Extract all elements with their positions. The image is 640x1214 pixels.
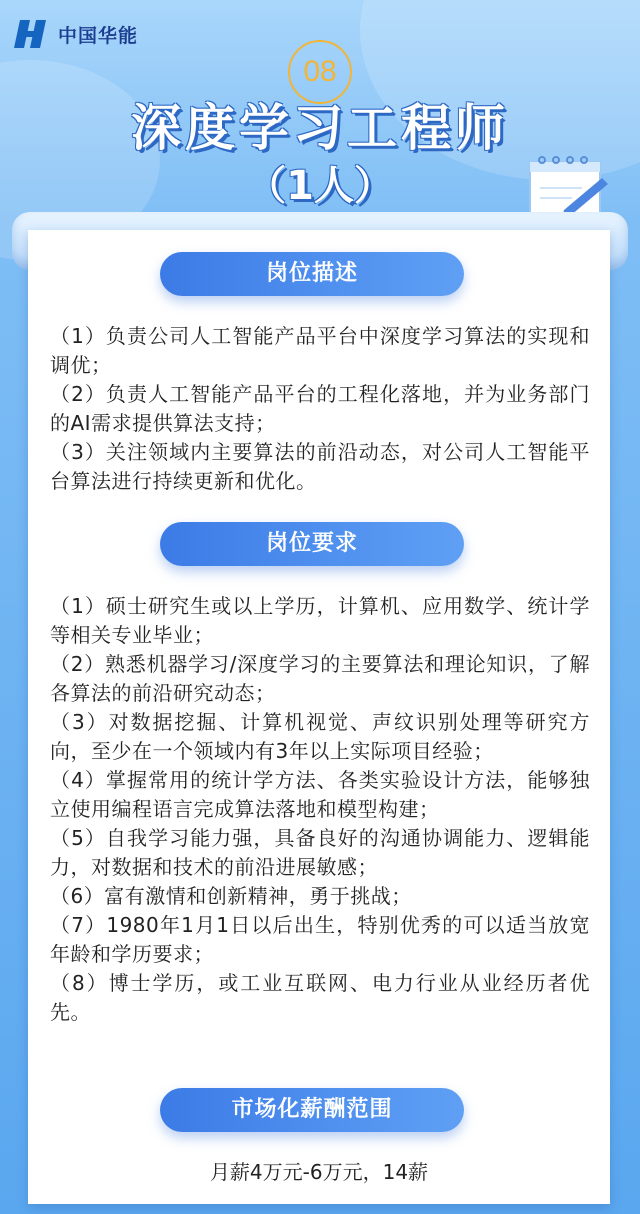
huaneng-logo-icon [14, 18, 50, 50]
list-item: （6）富有激情和创新精神，勇于挑战； [50, 884, 412, 908]
list-item: （8）博士学历，或工业互联网、电力行业从业经历者优先。 [50, 971, 590, 1024]
brand-name: 中国华能 [58, 24, 139, 47]
list-item: （2）负责人工智能产品平台的工程化落地，并为业务部门的AI需求提供算法支持； [50, 382, 590, 435]
salary-text: 月薪4万元-6万元，14薪 [209, 1160, 429, 1184]
list-item: （3）对数据挖掘、计算机视觉、声纹识别处理等研究方向，至少在一个领域内有3年以上实际项目经验； [50, 710, 590, 763]
job-card [28, 230, 610, 1204]
page-title: 深度学习工程师 [131, 99, 509, 157]
brand-logo [14, 18, 138, 50]
description-list [50, 322, 590, 496]
requirements-list [50, 592, 590, 1027]
position-number: 08 [288, 40, 352, 104]
section-heading-requirements: 岗位要求 [160, 522, 464, 566]
section-heading-salary: 市场化薪酬范围 [160, 1088, 464, 1132]
list-item: （4）掌握常用的统计学方法、各类实验设计方法，能够独立使用编程语言完成算法落地和模型构建； [50, 768, 590, 821]
list-item: （5）自我学习能力强，具备良好的沟通协调能力、逻辑能力，对数据和技术的前沿进展敏感； [50, 826, 590, 879]
list-item: （3）关注领域内主要算法的前沿动态，对公司人工智能平台算法进行持续更新和优化。 [50, 440, 590, 493]
list-item: （2）熟悉机器学习/深度学习的主要算法和理论知识，了解各算法的前沿研究动态； [50, 652, 590, 705]
list-item: （1）硕士研究生或以上学历，计算机、应用数学、统计学等相关专业毕业； [50, 594, 590, 647]
section-heading-description: 岗位描述 [160, 252, 464, 296]
headcount: （1人） [246, 163, 394, 209]
list-item: （7）1980年1月1日以后出生，特别优秀的可以适当放宽年龄和学历要求； [50, 913, 590, 966]
list-item: （1）负责公司人工智能产品平台中深度学习算法的实现和调优； [50, 324, 590, 377]
